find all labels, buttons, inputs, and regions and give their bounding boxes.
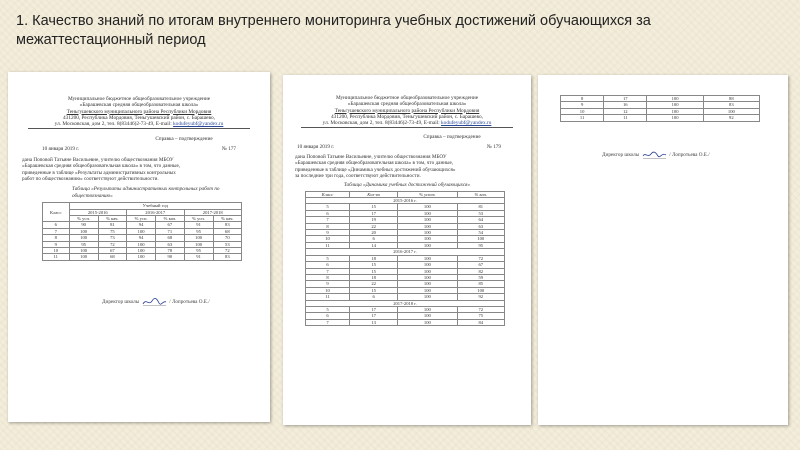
doc-body bbox=[295, 154, 519, 180]
letterhead-address: ул. Московская, дом 2, bbox=[54, 121, 106, 128]
table-cell: 100 bbox=[647, 102, 703, 108]
table-cell: 11 bbox=[306, 294, 350, 300]
table-cell: 90 bbox=[156, 254, 184, 260]
table-header: % кач. bbox=[156, 216, 184, 222]
table-cell: 100 bbox=[398, 262, 457, 268]
table-cell: 11 bbox=[604, 115, 647, 121]
table-cell: 95 bbox=[184, 228, 213, 234]
table-cell: 100 bbox=[184, 241, 213, 247]
table-cell: 15 bbox=[350, 262, 398, 268]
dynamics-table bbox=[305, 191, 505, 327]
signature-name: / Лопротьева О.Е./ bbox=[669, 151, 710, 158]
table-cell: 100 bbox=[398, 306, 457, 312]
table-row bbox=[306, 319, 505, 325]
table-row bbox=[561, 115, 760, 121]
table-cell: 17 bbox=[604, 96, 647, 102]
table-cell: 95 bbox=[457, 242, 504, 248]
table-cell: 17 bbox=[350, 313, 398, 319]
table-header: % кач. bbox=[213, 216, 241, 222]
table-cell: 53 bbox=[457, 210, 504, 216]
table-cell: 19 bbox=[350, 217, 398, 223]
handwritten-signature bbox=[641, 150, 667, 160]
table-cell: 11 bbox=[43, 254, 70, 260]
table-header: % усп. bbox=[127, 216, 156, 222]
table-header: % успев. bbox=[398, 191, 457, 197]
table-cell: 54 bbox=[457, 230, 504, 236]
table-cell: 9 bbox=[306, 281, 350, 287]
table-cell: 10 bbox=[43, 248, 70, 254]
table-cell: 8 bbox=[306, 274, 350, 280]
table-cell: 18 bbox=[350, 255, 398, 261]
table-cell: 100 bbox=[69, 235, 98, 241]
table-caption: Таблица «Результаты административных контрольных работ по обществознанию» bbox=[72, 186, 220, 199]
table-header: 2016-2017 bbox=[127, 209, 184, 215]
table-cell: 10 bbox=[306, 287, 350, 293]
table-cell: 15 bbox=[350, 287, 398, 293]
signature-name: / Лопротьева О.Е./ bbox=[169, 298, 210, 305]
doc-body-line: работ по обществознанию» соответствуют действительности. bbox=[22, 176, 159, 183]
table-cell: 91 bbox=[184, 254, 213, 260]
doc-body-line: «Барашевская средняя общеобразовательная школа» в том, что данные, bbox=[22, 163, 181, 170]
table-cell: 100 bbox=[647, 96, 703, 102]
table-cell: 5 bbox=[306, 306, 350, 312]
table-cell: 8 bbox=[306, 223, 350, 229]
table-row bbox=[43, 254, 242, 260]
table-cell: 63 bbox=[156, 241, 184, 247]
table-cell: 100 bbox=[398, 204, 457, 210]
year-group-label: 2016-2017 г. bbox=[306, 249, 505, 255]
table-cell: 7 bbox=[306, 319, 350, 325]
doc-date: 10 января 2019 г. bbox=[297, 144, 335, 151]
table-cell: 100 bbox=[398, 268, 457, 274]
letterhead-address: ул. Московская, дом 2, bbox=[322, 120, 374, 127]
table-cell: 90 bbox=[69, 222, 98, 228]
table-cell: 100 bbox=[127, 248, 156, 254]
table-cell: 100 bbox=[184, 235, 213, 241]
table-cell: 22 bbox=[350, 281, 398, 287]
table-cell: 68 bbox=[213, 228, 241, 234]
table-cell: 84 bbox=[457, 319, 504, 325]
slide-title: 1. Качество знаний по итогам внутреннего мониторинга учебных достижений обучающихся за межаттестационный период bbox=[16, 13, 651, 48]
table-cell: 11 bbox=[561, 115, 604, 121]
table-cell: 67 bbox=[156, 222, 184, 228]
table-cell: 92 bbox=[457, 294, 504, 300]
table-cell: 6 bbox=[306, 262, 350, 268]
table-cell: 13 bbox=[350, 319, 398, 325]
certificate-document-179 bbox=[283, 75, 531, 425]
table-header: Учебный год bbox=[69, 203, 241, 209]
results-table bbox=[42, 202, 242, 261]
table-cell: 100 bbox=[398, 319, 457, 325]
table-cell: 72 bbox=[98, 241, 126, 247]
table-cell: 15 bbox=[350, 204, 398, 210]
doc-body-line: за последние три года, соответствуют действительности. bbox=[295, 173, 421, 180]
table-cell: 7 bbox=[43, 228, 70, 234]
table-cell: 17 bbox=[350, 306, 398, 312]
certificate-document-177 bbox=[8, 72, 270, 422]
table-cell: 92 bbox=[703, 115, 759, 121]
table-cell: 10 bbox=[561, 108, 604, 114]
table-cell: 91 bbox=[184, 222, 213, 228]
table-cell: 59 bbox=[457, 274, 504, 280]
table-cell: 100 bbox=[127, 228, 156, 234]
table-header: Кол-во bbox=[350, 191, 398, 197]
table-cell: 7 bbox=[306, 217, 350, 223]
table-cell: 94 bbox=[127, 235, 156, 241]
table-cell: 81 bbox=[457, 204, 504, 210]
table-cell: 100 bbox=[398, 230, 457, 236]
table-cell: 72 bbox=[457, 306, 504, 312]
table-cell: 100 bbox=[69, 228, 98, 234]
table-cell: 16 bbox=[604, 102, 647, 108]
table-cell: 94 bbox=[127, 222, 156, 228]
table-cell: 6 bbox=[306, 313, 350, 319]
table-cell: 68 bbox=[156, 235, 184, 241]
table-cell: 100 bbox=[398, 274, 457, 280]
table-cell: 5 bbox=[306, 204, 350, 210]
table-header: Класс bbox=[306, 191, 350, 197]
table-cell: 63 bbox=[457, 223, 504, 229]
table-cell: 6 bbox=[350, 294, 398, 300]
table-cell: 64 bbox=[457, 217, 504, 223]
doc-body-line: дана Поповой Татьяне Васильевне, учителю обществознания МБОУ bbox=[22, 156, 174, 163]
table-cell: 5 bbox=[306, 255, 350, 261]
table-cell: 100 bbox=[69, 254, 98, 260]
table-cell: 100 bbox=[69, 248, 98, 254]
table-cell: 100 bbox=[647, 108, 703, 114]
table-caption: Таблица «Динамика учебных достижений обучающихся» bbox=[343, 182, 471, 189]
table-cell: 82 bbox=[457, 268, 504, 274]
table-cell: 72 bbox=[213, 248, 241, 254]
table-cell: 83 bbox=[213, 222, 241, 228]
signature-block bbox=[102, 297, 256, 307]
year-group-label: 2015-2016 г. bbox=[306, 198, 505, 204]
table-cell: 18 bbox=[350, 274, 398, 280]
table-cell: 71 bbox=[156, 228, 184, 234]
table-cell: 11 bbox=[306, 242, 350, 248]
table-cell: 7 bbox=[306, 268, 350, 274]
table-cell: 100 bbox=[127, 254, 156, 260]
table-cell: 9 bbox=[561, 102, 604, 108]
table-cell: 100 bbox=[647, 115, 703, 121]
table-cell: 85 bbox=[457, 281, 504, 287]
signature-label: Директор школы bbox=[102, 298, 140, 305]
table-cell: 17 bbox=[350, 210, 398, 216]
table-cell: 100 bbox=[127, 241, 156, 247]
table-cell: 100 bbox=[398, 281, 457, 287]
table-cell: 100 bbox=[398, 217, 457, 223]
table-cell: 100 bbox=[457, 287, 504, 293]
table-cell: 73 bbox=[98, 235, 126, 241]
doc-heading: Справка – подтверждение bbox=[155, 136, 213, 143]
table-header: Класс bbox=[43, 203, 70, 222]
doc-body-line: приведенные в таблице «Результаты административных контрольных bbox=[22, 169, 176, 176]
table-cell: 12 bbox=[604, 108, 647, 114]
table-header: % кач. bbox=[457, 191, 504, 197]
signature-label: Директор школы bbox=[602, 151, 640, 158]
doc-body-line: «Барашевская средняя общеобразовательная школа» в том, что данные, bbox=[295, 160, 454, 167]
table-cell: 15 bbox=[350, 268, 398, 274]
letterhead-email: kodufeyubf@yandex.ru bbox=[173, 121, 224, 128]
table-cell: 95 bbox=[69, 241, 98, 247]
table-cell: 6 bbox=[43, 222, 70, 228]
table-cell: 14 bbox=[350, 242, 398, 248]
certificate-continuation-page bbox=[538, 75, 788, 425]
table-cell: 100 bbox=[398, 242, 457, 248]
table-cell: 8 bbox=[561, 96, 604, 102]
table-header: % усп. bbox=[184, 216, 213, 222]
table-cell: 100 bbox=[398, 313, 457, 319]
table-cell: 100 bbox=[398, 294, 457, 300]
letterhead-line: Муниципальное бюджетное общеобразовательное учреждение bbox=[67, 96, 211, 102]
table-header: 2015-2016 bbox=[69, 209, 126, 215]
doc-number: № 179 bbox=[486, 144, 501, 151]
table-cell: 8 bbox=[43, 235, 70, 241]
letterhead-line: Теньгушевского муниципального района Республики Мордовия bbox=[334, 107, 480, 114]
dynamics-table-continued bbox=[560, 95, 760, 122]
table-cell: 100 bbox=[703, 108, 759, 114]
table-cell: 53 bbox=[213, 241, 241, 247]
letterhead-line: 431200, Республика Мордовия, Теньгушевский район, с. Барашево, bbox=[63, 114, 215, 121]
table-cell: 100 bbox=[398, 236, 457, 242]
doc-body-line: приведенные в таблице «Динамика учебных достижений обучающихся» bbox=[295, 166, 456, 173]
letterhead-line: Теньгушевского муниципального района Республики Мордовия bbox=[66, 108, 212, 115]
letterhead bbox=[22, 96, 256, 127]
letterhead-email: kodufeyubf@yandex.ru bbox=[441, 120, 492, 127]
table-cell: 9 bbox=[43, 241, 70, 247]
letterhead-line: «Барашевская средняя общеобразовательная школа» bbox=[79, 102, 199, 109]
table-cell: 100 bbox=[398, 223, 457, 229]
letterhead-line: 431200, Республика Мордовия, Теньгушевский район, с. Барашево, bbox=[331, 113, 483, 120]
letterhead-line: Муниципальное бюджетное общеобразовательное учреждение bbox=[335, 95, 479, 101]
doc-number: № 177 bbox=[221, 146, 236, 153]
table-header: 2017-2018 bbox=[184, 209, 242, 215]
table-cell: 88 bbox=[703, 96, 759, 102]
table-cell: 83 bbox=[703, 102, 759, 108]
letterhead bbox=[295, 95, 519, 126]
table-cell: 100 bbox=[457, 236, 504, 242]
letterhead-phone: тел. 8(83446)2-73-49, E-mail: bbox=[107, 121, 172, 128]
table-cell: 100 bbox=[398, 210, 457, 216]
table-cell: 100 bbox=[398, 287, 457, 293]
table-header: % кач. bbox=[98, 216, 126, 222]
table-cell: 22 bbox=[350, 223, 398, 229]
table-cell: 70 bbox=[213, 235, 241, 241]
year-group-label: 2017-2018 г. bbox=[306, 300, 505, 306]
table-cell: 68 bbox=[98, 254, 126, 260]
table-cell: 6 bbox=[306, 210, 350, 216]
table-cell: 67 bbox=[457, 262, 504, 268]
table-cell: 72 bbox=[457, 255, 504, 261]
table-cell: 83 bbox=[213, 254, 241, 260]
signature-block bbox=[602, 150, 774, 160]
doc-body bbox=[22, 157, 256, 183]
table-cell: 75 bbox=[457, 313, 504, 319]
table-cell: 75 bbox=[98, 228, 126, 234]
table-cell: 10 bbox=[306, 236, 350, 242]
table-cell: 67 bbox=[98, 248, 126, 254]
table-cell: 78 bbox=[156, 248, 184, 254]
doc-heading: Справка – подтверждение bbox=[423, 134, 481, 141]
table-header: % усп. bbox=[69, 216, 98, 222]
letterhead-phone: тел. 8(83446)2-73-49, E-mail: bbox=[375, 120, 440, 127]
doc-date: 10 января 2019 г. bbox=[42, 146, 80, 153]
handwritten-signature bbox=[141, 297, 167, 307]
letterhead-line: «Барашевская средняя общеобразовательная школа» bbox=[347, 101, 467, 108]
table-cell: 81 bbox=[98, 222, 126, 228]
table-cell: 95 bbox=[184, 248, 213, 254]
table-cell: 6 bbox=[350, 236, 398, 242]
table-cell: 100 bbox=[398, 255, 457, 261]
doc-body-line: дана Поповой Татьяне Васильевне, учителю обществознания МБОУ bbox=[295, 153, 447, 160]
table-cell: 9 bbox=[306, 230, 350, 236]
table-cell: 20 bbox=[350, 230, 398, 236]
